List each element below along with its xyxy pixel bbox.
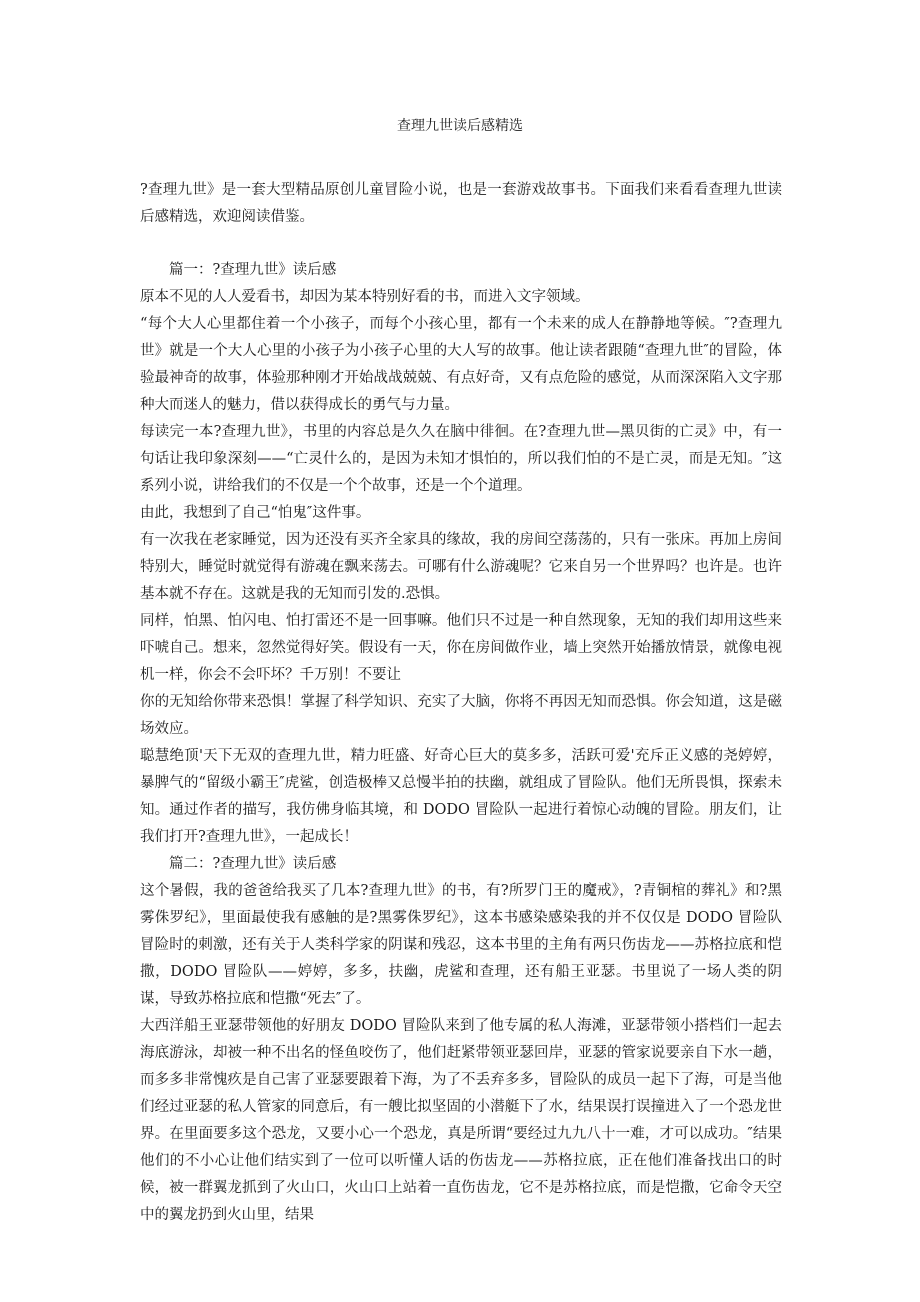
paragraph: “每个大人心里都住着一个小孩子，而每个小孩心里，都有一个未来的成人在静静地等候。″?查理九世》就是一个大人心里的小孩子为小孩子心里的大人写的故事。他让读者跟随“查理九世″的冒险，体验最神奇的故事，体验那种刚才开始战战兢兢、有点好奇，又有点危险的感觉，从而深深陷入文字那种大而迷人的魅力，借以获得成长的勇气与力量。: [140, 316, 782, 413]
paragraph: 聪慧绝顶'天下无双的查理九世，精力旺盛、好奇心巨大的莫多多，活跃可爱'充斥正义感的尧婷婷，暴脾气的“留级小霸王″虎鲨，创造极棒又总慢半拍的扶幽，就组成了冒险队。他们无所畏惧，探索未知。通过作者的描写，我仿佛身临其境，和 DODO 冒险队一起进行着惊心动魄的冒险。朋友们，让我们打开?查理九世》，一起成长！: [140, 748, 782, 845]
paragraph: 每读完一本?查理九世》，书里的内容总是久久在脑中徘徊。在?查理九世—黑贝街的亡灵》中，有一句话让我印象深刻——“亡灵什么的，是因为未知才惧怕的，所以我们怕的不是亡灵，而是无知。″这系列小说，讲给我们的不仅是一个个故事，还是一个个道理。: [140, 424, 782, 494]
paragraph: 你的无知给你带来恐惧！掌握了科学知识、充实了大脑，你将不再因无知而恐惧。你会知道，这是磁场效应。: [140, 694, 782, 737]
paragraph: 原本不见的人人爱看书，却因为某本特别好看的书，而进入文字领域。: [140, 289, 590, 305]
paragraph: 同样，怕黑、怕闪电、怕打雷还不是一回事嘛。他们只不过是一种自然现象，无知的我们却用这些来吓唬自己。想来，忽然觉得好笑。假设有一天，你在房间做作业，墙上突然开始播放情景，就像电视机一样，你会不会吓坏？千万别！不要让: [140, 613, 782, 683]
intro-paragraph: ?查理九世》是一套大型精品原创儿童冒险小说，也是一套游戏故事书。下面我们来看看查理九世读后感精选，欢迎阅读借鉴。: [140, 182, 782, 225]
paragraph: 这个暑假，我的爸爸给我买了几本?查理九世》的书，有?所罗门王的魔戒》，?青铜棺的葬礼》和?黑雾侏罗纪》，里面最使我有感触的是?黑雾侏罗纪》，这本书感染感染我的并不仅仅是 DODO 冒险队冒险时的刺激，还有关于人类科学家的阴谋和残忍，这本书里的主角有两只伤齿龙——苏格拉底和恺撒，DODO 冒险队——婷婷，多多，扶幽，虎鲨和查理，还有船王亚瑟。书里说了一场人类的阴谋，导致苏格拉底和恺撒“死去″了。: [140, 883, 782, 1007]
paragraph: 有一次我在老家睡觉，因为还没有买齐全家具的缘故，我的房间空荡荡的，只有一张床。再加上房间特别大，睡觉时就觉得有游魂在飘来荡去。可哪有什么游魂呢？它来自另一个世界吗？也许是。也许基本就不存在。这就是我的无知而引发的.恐惧。: [140, 532, 782, 602]
section-heading-2: 篇二：?查理九世》读后感: [169, 856, 337, 872]
document-body: [140, 177, 782, 1229]
paragraph: 由此，我想到了自己“怕鬼″这件事。: [140, 505, 371, 521]
document-title: 查理九世读后感精选: [397, 118, 523, 134]
section-heading-1: 篇一：?查理九世》读后感: [169, 262, 337, 278]
paragraph: 大西洋船王亚瑟带领他的好朋友 DODO 冒险队来到了他专属的私人海滩，亚瑟带领小搭档们一起去海底游泳，却被一种不出名的怪鱼咬伤了，他们赶紧带领亚瑟回岸，亚瑟的管家说要亲自下水一趟，而多多非常愧疚是自己害了亚瑟要跟着下海，为了不丢弃多多，冒险队的成员一起下了海，可是当他们经过亚瑟的私人管家的同意后，有一艘比拟坚固的小潜艇下了水，结果误打误撞进入了一个恐龙世界。在里面要多这个恐龙，又要小心一个恐龙，真是所谓“要经过九九八十一难，才可以成功。″结果他们的不小心让他们结实到了一位可以听懂人话的伤齿龙——苏格拉底，正在他们准备找出口的时候，被一群翼龙抓到了火山口，火山口上站着一直伤齿龙，它不是苏格拉底，而是恺撒，它命令天空中的翼龙扔到火山里，结果: [140, 1018, 782, 1223]
